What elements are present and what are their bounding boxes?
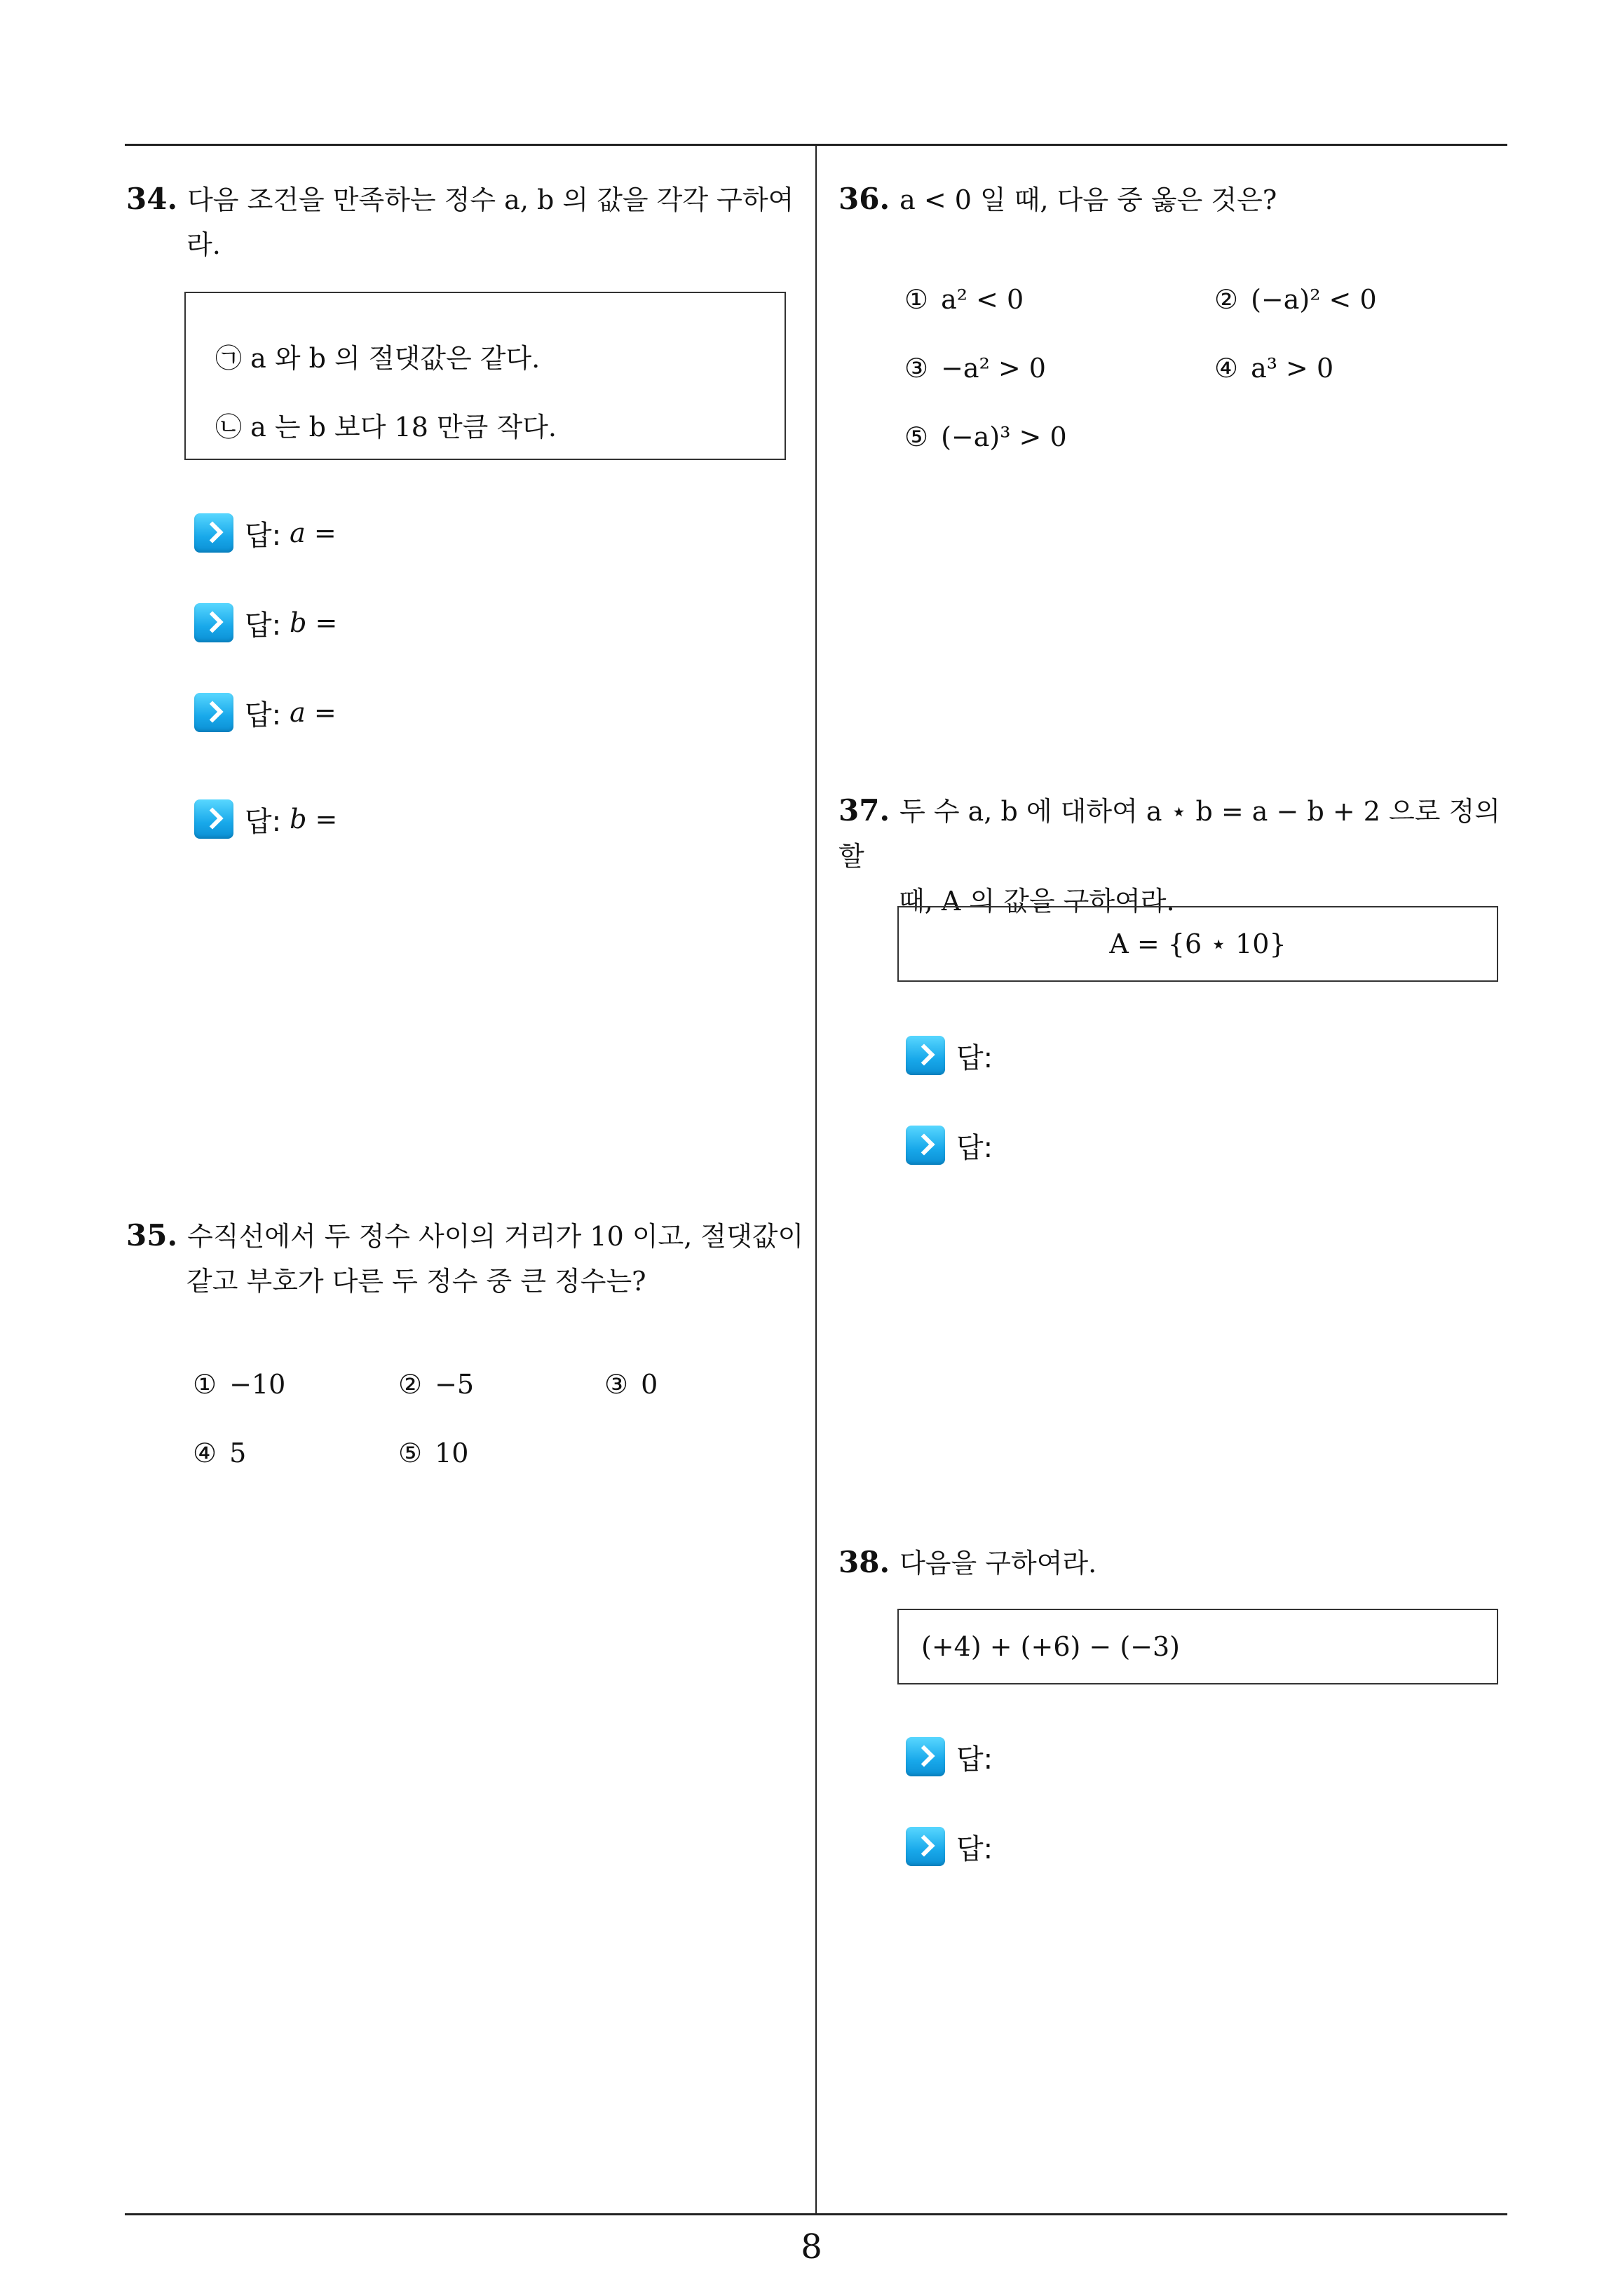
answer-line[interactable] <box>194 798 337 840</box>
choice-1[interactable] <box>904 284 1024 315</box>
answer-label: 답: <box>956 1743 993 1776</box>
choice-mark: ⑤ <box>904 421 929 452</box>
answer-line[interactable] <box>906 1124 1001 1166</box>
question-text: 두 수 a, b 에 대하여 a ⋆ b = a − b + 2 으로 정의 할 <box>838 796 1500 872</box>
choice-mark: ④ <box>1214 353 1239 384</box>
choice-mark: ③ <box>604 1369 629 1400</box>
expression-box <box>897 906 1498 982</box>
page-number: 8 <box>801 2227 822 2267</box>
condition-box <box>184 292 786 460</box>
chevron-right-icon <box>194 513 233 553</box>
choice-2[interactable] <box>398 1369 474 1400</box>
answer-variable: b = <box>290 607 338 638</box>
answer-line[interactable] <box>194 512 337 554</box>
expression-box <box>897 1609 1498 1684</box>
choice-4[interactable] <box>193 1438 246 1468</box>
question-text: a < 0 일 때, 다음 중 옳은 것은? <box>899 184 1277 215</box>
question-text: 수직선에서 두 정수 사이의 거리가 10 이고, 절댓값이 <box>187 1221 804 1252</box>
choice-text: −5 <box>435 1369 475 1400</box>
answer-label: 답: <box>245 609 282 642</box>
choice-text: (−a)³ > 0 <box>941 421 1067 452</box>
condition-2 <box>215 405 557 444</box>
choice-text: 10 <box>435 1438 469 1468</box>
question-number: 34. <box>126 182 178 216</box>
condition-text: a 는 b 보다 18 만큼 작다. <box>250 412 557 443</box>
choice-text: −a² > 0 <box>941 353 1046 384</box>
condition-1 <box>215 337 540 375</box>
answer-line[interactable] <box>194 602 337 644</box>
answer-line[interactable] <box>906 1825 1001 1868</box>
expression: (+4) + (+6) − (−3) <box>921 1631 1180 1662</box>
answer-line[interactable] <box>906 1736 1001 1778</box>
choice-mark: ③ <box>904 353 929 384</box>
answer-label: 답: <box>245 519 282 552</box>
choice-3[interactable] <box>904 353 1046 384</box>
choice-1[interactable] <box>193 1369 285 1400</box>
choice-mark: ① <box>904 284 929 315</box>
choice-2[interactable] <box>1214 284 1377 315</box>
answer-variable: a = <box>290 518 337 548</box>
chevron-right-icon <box>194 799 233 839</box>
question-37 <box>838 788 1512 924</box>
choice-text: −10 <box>229 1369 286 1400</box>
question-36 <box>838 177 1505 222</box>
answer-label: 답: <box>245 698 282 731</box>
choice-mark: ① <box>193 1369 217 1400</box>
choice-mark: ⑤ <box>398 1438 423 1468</box>
question-number: 38. <box>838 1545 890 1579</box>
chevron-right-icon <box>906 1737 945 1776</box>
question-number: 36. <box>838 182 890 216</box>
question-text-continued: 라. <box>186 229 221 260</box>
question-text: 다음을 구하여라. <box>899 1548 1097 1579</box>
choice-mark: ④ <box>193 1438 217 1468</box>
question-text-continued: 같고 부호가 다른 두 정수 중 큰 정수는? <box>186 1266 646 1297</box>
condition-text: a 와 b 의 절댓값은 같다. <box>250 343 541 374</box>
question-text-continued: 때, A 의 값을 구하여라. <box>899 886 1175 917</box>
question-number: 37. <box>838 793 890 828</box>
choice-mark: ② <box>398 1369 423 1400</box>
question-35 <box>126 1213 806 1304</box>
choice-5[interactable] <box>904 421 1067 452</box>
question-34 <box>126 177 806 267</box>
chevron-right-icon <box>906 1036 945 1075</box>
question-text: 다음 조건을 만족하는 정수 a, b 의 값을 각각 구하여 <box>187 184 794 215</box>
answer-line[interactable] <box>194 691 337 734</box>
condition-mark: ㉠ <box>215 343 243 374</box>
answer-label: 답: <box>245 805 282 838</box>
chevron-right-icon <box>194 693 233 732</box>
answer-label: 답: <box>956 1041 993 1074</box>
choice-text: a² < 0 <box>941 284 1024 315</box>
bottom-rule <box>125 2213 1507 2215</box>
chevron-right-icon <box>194 603 233 642</box>
choice-text: 0 <box>641 1369 658 1400</box>
choice-text: (−a)² < 0 <box>1251 284 1377 315</box>
column-divider <box>815 144 817 2215</box>
choice-mark: ② <box>1214 284 1239 315</box>
question-38 <box>838 1540 1505 1586</box>
answer-label: 답: <box>956 1832 993 1865</box>
chevron-right-icon <box>906 1827 945 1866</box>
answer-line[interactable] <box>906 1034 1001 1076</box>
choice-text: 5 <box>229 1438 247 1468</box>
choice-3[interactable] <box>604 1369 658 1400</box>
answer-label: 답: <box>956 1131 993 1164</box>
condition-mark: ㉡ <box>215 412 243 443</box>
chevron-right-icon <box>906 1126 945 1165</box>
choice-5[interactable] <box>398 1438 468 1468</box>
question-number: 35. <box>126 1218 178 1252</box>
answer-variable: a = <box>290 697 337 728</box>
expression: A = {6 ⋆ 10} <box>1109 928 1286 959</box>
choice-4[interactable] <box>1214 353 1333 384</box>
answer-variable: b = <box>290 804 338 835</box>
choice-text: a³ > 0 <box>1251 353 1334 384</box>
